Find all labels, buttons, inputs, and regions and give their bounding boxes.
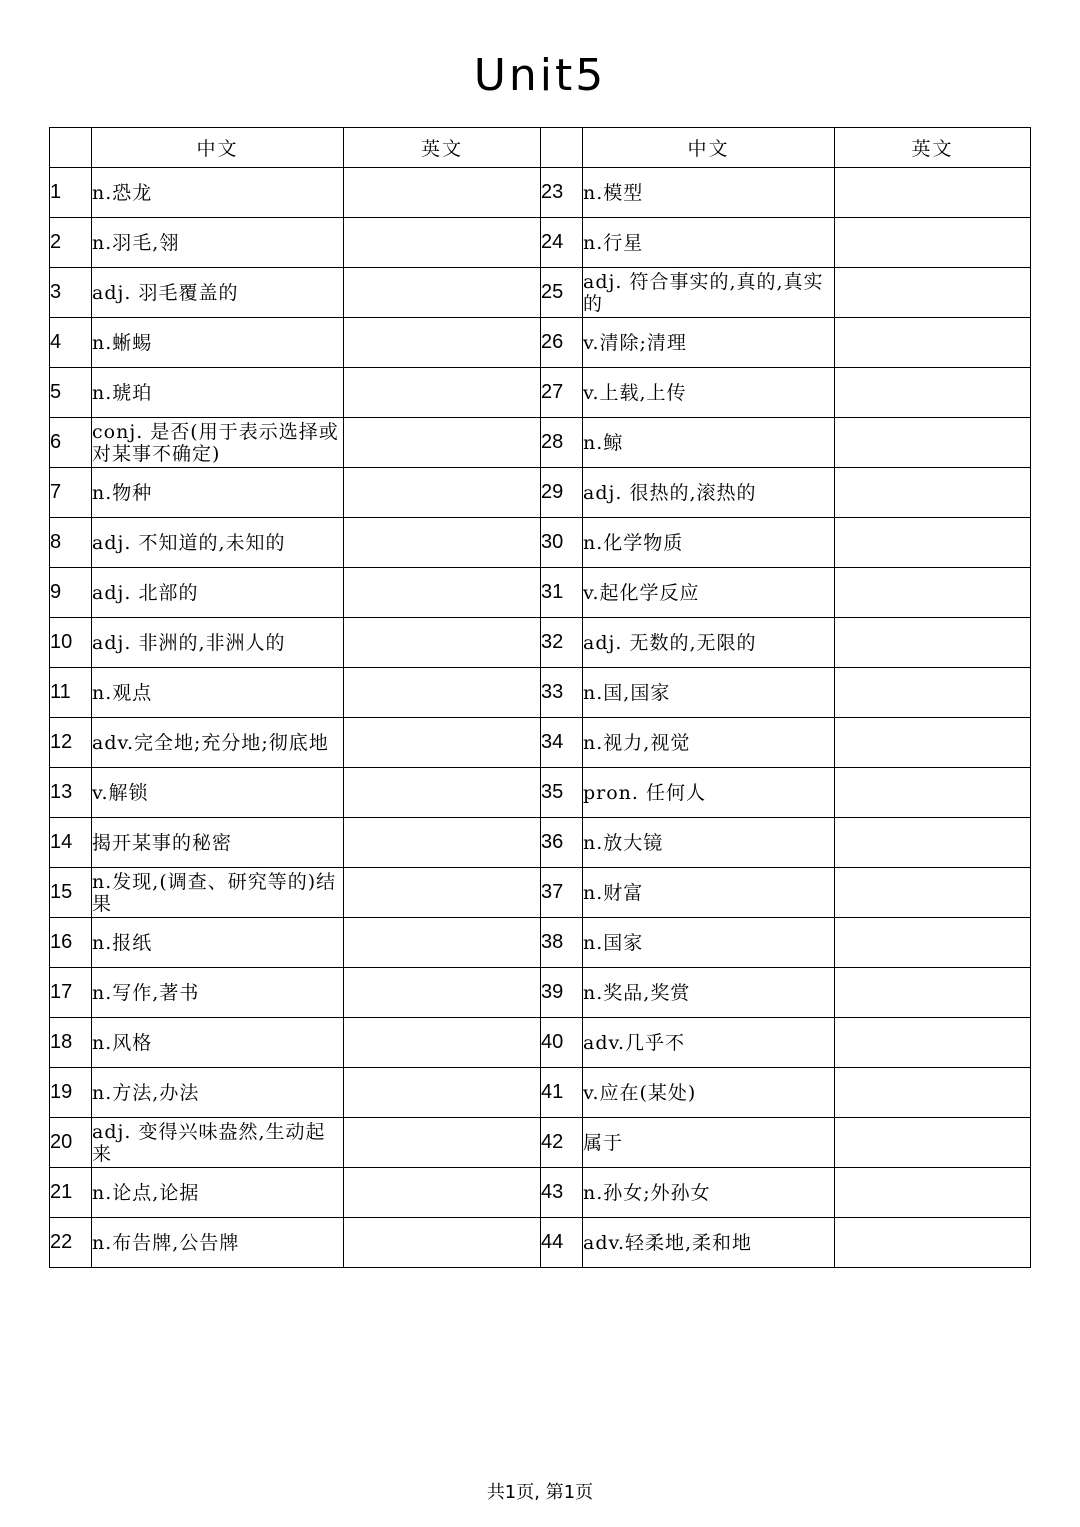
chinese-meaning: n.写作,著书	[92, 968, 344, 1018]
page-footer: 共1页, 第1页	[486, 1482, 594, 1503]
entry-number: 42	[541, 1118, 583, 1168]
entry-number: 2	[50, 218, 92, 268]
entry-number: 41	[541, 1068, 583, 1118]
entry-number: 15	[50, 868, 92, 918]
entry-number: 9	[50, 568, 92, 618]
table-row	[50, 1118, 1031, 1168]
chinese-meaning: n.琥珀	[92, 368, 344, 418]
chinese-meaning: n.模型	[583, 168, 835, 218]
entry-number: 44	[541, 1218, 583, 1268]
entry-number: 38	[541, 918, 583, 968]
entry-number: 14	[50, 818, 92, 868]
english-answer-cell[interactable]	[835, 668, 1031, 718]
entry-number: 25	[541, 268, 583, 318]
chinese-meaning: v.起化学反应	[583, 568, 835, 618]
chinese-meaning: n.鲸	[583, 418, 835, 468]
table-row	[50, 718, 1031, 768]
entry-number: 27	[541, 368, 583, 418]
chinese-meaning: adj. 无数的,无限的	[583, 618, 835, 668]
entry-number: 11	[50, 668, 92, 718]
english-answer-cell[interactable]	[835, 1018, 1031, 1068]
english-answer-cell[interactable]	[835, 918, 1031, 968]
chinese-meaning: v.上载,上传	[583, 368, 835, 418]
english-answer-cell[interactable]	[344, 568, 541, 618]
english-answer-cell[interactable]	[344, 1018, 541, 1068]
english-answer-cell[interactable]	[835, 468, 1031, 518]
chinese-meaning: adv.轻柔地,柔和地	[583, 1218, 835, 1268]
chinese-meaning: adj. 羽毛覆盖的	[92, 268, 344, 318]
english-answer-cell[interactable]	[835, 318, 1031, 368]
english-answer-cell[interactable]	[344, 268, 541, 318]
english-answer-cell[interactable]	[835, 1068, 1031, 1118]
table-body	[50, 168, 1031, 1268]
entry-number: 39	[541, 968, 583, 1018]
chinese-meaning: v.清除;清理	[583, 318, 835, 368]
table-row	[50, 668, 1031, 718]
english-answer-cell[interactable]	[835, 868, 1031, 918]
chinese-meaning: n.恐龙	[92, 168, 344, 218]
entry-number: 29	[541, 468, 583, 518]
english-answer-cell[interactable]	[835, 618, 1031, 668]
english-answer-cell[interactable]	[344, 1118, 541, 1168]
entry-number: 34	[541, 718, 583, 768]
chinese-meaning: n.国家	[583, 918, 835, 968]
english-answer-cell[interactable]	[835, 1168, 1031, 1218]
english-answer-cell[interactable]	[344, 668, 541, 718]
chinese-meaning: conj. 是否(用于表示选择或对某事不确定)	[92, 418, 344, 468]
header-chinese-right: 中文	[583, 128, 835, 168]
header-english-left: 英文	[344, 128, 541, 168]
chinese-meaning: adj. 北部的	[92, 568, 344, 618]
entry-number: 8	[50, 518, 92, 568]
chinese-meaning: n.奖品,奖赏	[583, 968, 835, 1018]
entry-number: 32	[541, 618, 583, 668]
table-row	[50, 218, 1031, 268]
entry-number: 18	[50, 1018, 92, 1068]
chinese-meaning: n.放大镜	[583, 818, 835, 868]
english-answer-cell[interactable]	[344, 968, 541, 1018]
chinese-meaning: n.发现,(调查、研究等的)结果	[92, 868, 344, 918]
table-row	[50, 518, 1031, 568]
table-row	[50, 1168, 1031, 1218]
english-answer-cell[interactable]	[835, 218, 1031, 268]
entry-number: 28	[541, 418, 583, 468]
english-answer-cell[interactable]	[835, 518, 1031, 568]
english-answer-cell[interactable]	[344, 1068, 541, 1118]
entry-number: 40	[541, 1018, 583, 1068]
english-answer-cell[interactable]	[835, 418, 1031, 468]
chinese-meaning: n.论点,论据	[92, 1168, 344, 1218]
chinese-meaning: n.观点	[92, 668, 344, 718]
english-answer-cell[interactable]	[344, 468, 541, 518]
entry-number: 20	[50, 1118, 92, 1168]
table-row	[50, 868, 1031, 918]
entry-number: 22	[50, 1218, 92, 1268]
chinese-meaning: n.报纸	[92, 918, 344, 968]
entry-number: 13	[50, 768, 92, 818]
table-row	[50, 1218, 1031, 1268]
table-row	[50, 968, 1031, 1018]
entry-number: 36	[541, 818, 583, 868]
entry-number: 7	[50, 468, 92, 518]
chinese-meaning: v.解锁	[92, 768, 344, 818]
english-answer-cell[interactable]	[835, 168, 1031, 218]
table-row	[50, 568, 1031, 618]
chinese-meaning: n.羽毛,翎	[92, 218, 344, 268]
table-row	[50, 318, 1031, 368]
chinese-meaning: adj. 很热的,滚热的	[583, 468, 835, 518]
table-row	[50, 268, 1031, 318]
table-row	[50, 368, 1031, 418]
table-row	[50, 168, 1031, 218]
table-row	[50, 1018, 1031, 1068]
table-row	[50, 418, 1031, 468]
english-answer-cell[interactable]	[344, 818, 541, 868]
table-row	[50, 1068, 1031, 1118]
english-answer-cell[interactable]	[344, 1218, 541, 1268]
chinese-meaning: n.国,国家	[583, 668, 835, 718]
english-answer-cell[interactable]	[835, 268, 1031, 318]
chinese-meaning: adj. 非洲的,非洲人的	[92, 618, 344, 668]
entry-number: 1	[50, 168, 92, 218]
chinese-meaning: adj. 不知道的,未知的	[92, 518, 344, 568]
english-answer-cell[interactable]	[344, 718, 541, 768]
english-answer-cell[interactable]	[835, 718, 1031, 768]
entry-number: 5	[50, 368, 92, 418]
table-row	[50, 818, 1031, 868]
chinese-meaning: pron. 任何人	[583, 768, 835, 818]
entry-number: 37	[541, 868, 583, 918]
entry-number: 19	[50, 1068, 92, 1118]
english-answer-cell[interactable]	[344, 418, 541, 468]
english-answer-cell[interactable]	[344, 918, 541, 968]
chinese-meaning: 揭开某事的秘密	[92, 818, 344, 868]
english-answer-cell[interactable]	[344, 868, 541, 918]
page-title: Unit5	[473, 50, 607, 101]
entry-number: 26	[541, 318, 583, 368]
table-header-row	[50, 128, 1031, 168]
table-row	[50, 468, 1031, 518]
chinese-meaning: n.财富	[583, 868, 835, 918]
entry-number: 4	[50, 318, 92, 368]
chinese-meaning: n.孙女;外孙女	[583, 1168, 835, 1218]
chinese-meaning: 属于	[583, 1118, 835, 1168]
table-row	[50, 918, 1031, 968]
entry-number: 23	[541, 168, 583, 218]
chinese-meaning: n.化学物质	[583, 518, 835, 568]
english-answer-cell[interactable]	[344, 218, 541, 268]
chinese-meaning: n.布告牌,公告牌	[92, 1218, 344, 1268]
english-answer-cell[interactable]	[344, 368, 541, 418]
english-answer-cell[interactable]	[835, 368, 1031, 418]
entry-number: 24	[541, 218, 583, 268]
chinese-meaning: adj. 变得兴味盎然,生动起来	[92, 1118, 344, 1168]
english-answer-cell[interactable]	[835, 818, 1031, 868]
english-answer-cell[interactable]	[835, 568, 1031, 618]
table-row	[50, 768, 1031, 818]
entry-number: 16	[50, 918, 92, 968]
entry-number: 33	[541, 668, 583, 718]
header-number-left	[50, 128, 92, 168]
chinese-meaning: n.方法,办法	[92, 1068, 344, 1118]
english-answer-cell[interactable]	[344, 768, 541, 818]
vocabulary-table	[49, 127, 1031, 1268]
table-row	[50, 618, 1031, 668]
header-chinese-left: 中文	[92, 128, 344, 168]
entry-number: 17	[50, 968, 92, 1018]
chinese-meaning: adv.完全地;充分地;彻底地	[92, 718, 344, 768]
entry-number: 3	[50, 268, 92, 318]
entry-number: 30	[541, 518, 583, 568]
entry-number: 35	[541, 768, 583, 818]
entry-number: 21	[50, 1168, 92, 1218]
entry-number: 6	[50, 418, 92, 468]
chinese-meaning: n.视力,视觉	[583, 718, 835, 768]
header-number-right	[541, 128, 583, 168]
english-answer-cell[interactable]	[344, 168, 541, 218]
english-answer-cell[interactable]	[835, 1218, 1031, 1268]
entry-number: 10	[50, 618, 92, 668]
entry-number: 31	[541, 568, 583, 618]
english-answer-cell[interactable]	[344, 518, 541, 568]
english-answer-cell[interactable]	[835, 768, 1031, 818]
english-answer-cell[interactable]	[344, 1168, 541, 1218]
chinese-meaning: n.蜥蜴	[92, 318, 344, 368]
chinese-meaning: adj. 符合事实的,真的,真实的	[583, 268, 835, 318]
english-answer-cell[interactable]	[835, 968, 1031, 1018]
english-answer-cell[interactable]	[344, 318, 541, 368]
english-answer-cell[interactable]	[835, 1118, 1031, 1168]
chinese-meaning: n.物种	[92, 468, 344, 518]
chinese-meaning: n.行星	[583, 218, 835, 268]
entry-number: 12	[50, 718, 92, 768]
chinese-meaning: n.风格	[92, 1018, 344, 1068]
english-answer-cell[interactable]	[344, 618, 541, 668]
chinese-meaning: v.应在(某处)	[583, 1068, 835, 1118]
header-english-right: 英文	[835, 128, 1031, 168]
entry-number: 43	[541, 1168, 583, 1218]
chinese-meaning: adv.几乎不	[583, 1018, 835, 1068]
